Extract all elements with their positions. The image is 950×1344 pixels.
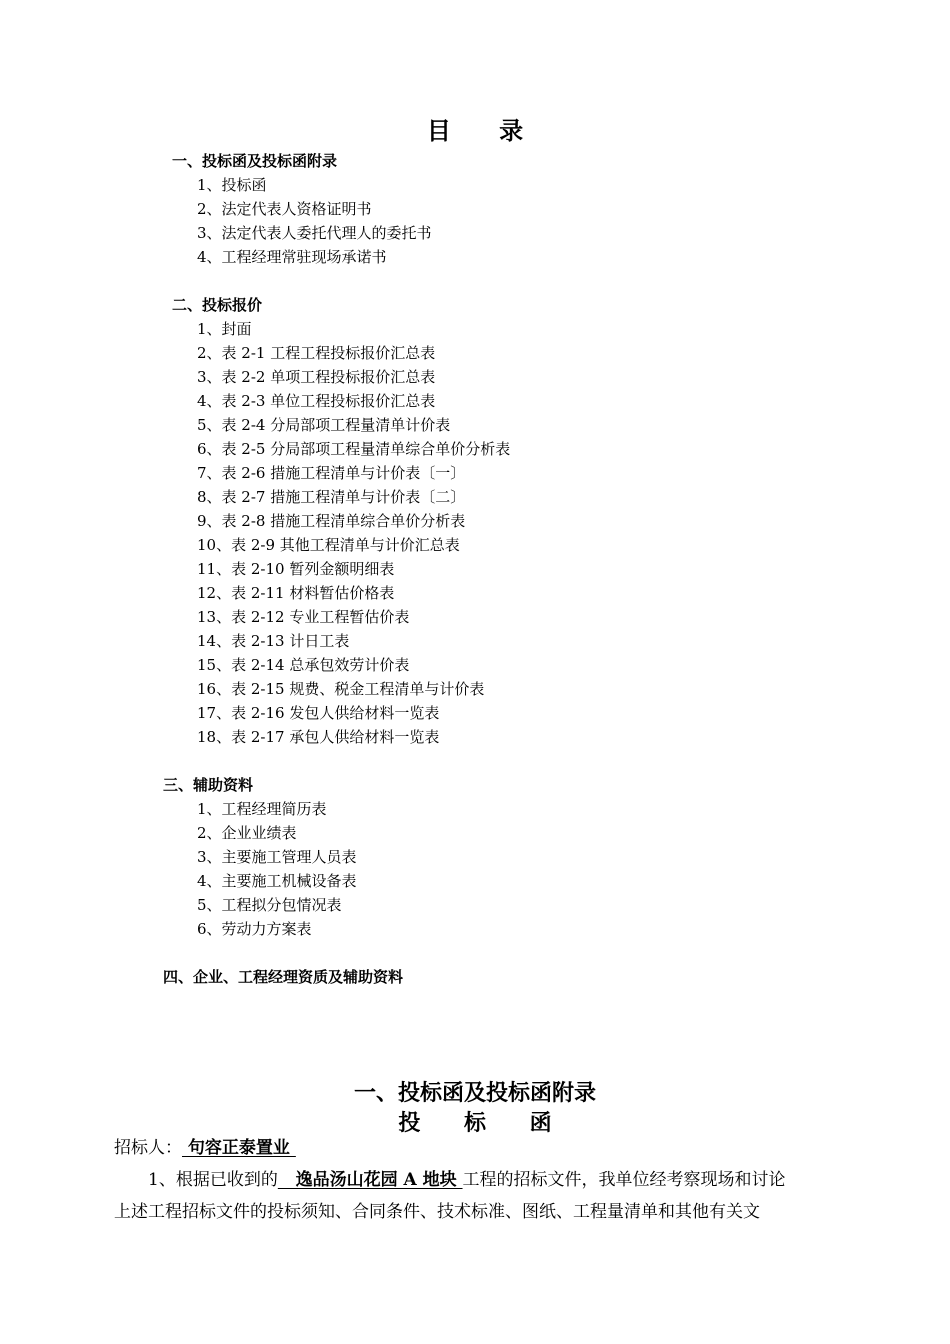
toc-item: 2、法定代表人资格证明书 <box>197 200 372 218</box>
paragraph-1-suffix: 工程的招标文件，我单位经考察现场和讨论 <box>462 1170 786 1190</box>
toc-item: 2、企业业绩表 <box>197 824 297 842</box>
toc-item: 15、表 2-14 总承包效劳计价表 <box>197 656 410 674</box>
toc-title: 目 录 <box>426 116 544 145</box>
toc-item: 5、表 2-4 分局部项工程量清单计价表 <box>197 416 451 434</box>
toc-item: 3、法定代表人委托代理人的委托书 <box>197 224 432 242</box>
toc-item: 8、表 2-7 措施工程清单与计价表〔二〕 <box>197 488 466 506</box>
paragraph-2: 上述工程招标文件的投标须知、合同条件、技术标准、图纸、工程量清单和其他有关文 <box>114 1202 760 1222</box>
toc-item: 6、表 2-5 分局部项工程量清单综合单价分析表 <box>197 440 511 458</box>
toc-item: 9、表 2-8 措施工程清单综合单价分析表 <box>197 512 466 530</box>
toc-item: 17、表 2-16 发包人供给材料一览表 <box>197 704 440 722</box>
toc-item: 10、表 2-9 其他工程清单与计价汇总表 <box>197 536 460 554</box>
toc-item: 1、封面 <box>197 320 252 338</box>
toc-item: 2、表 2-1 工程工程投标报价汇总表 <box>197 344 436 362</box>
project-name: 逸品汤山花园 A 地块 <box>277 1170 463 1190</box>
toc-item: 3、主要施工管理人员表 <box>197 848 357 866</box>
toc-item: 12、表 2-11 材料暂估价格表 <box>197 584 395 602</box>
letter-title: 投 标 函 <box>398 1110 570 1136</box>
toc-item: 6、劳动力方案表 <box>197 920 312 938</box>
toc-item: 4、工程经理常驻现场承诺书 <box>197 248 387 266</box>
toc-item: 4、主要施工机械设备表 <box>197 872 357 890</box>
paragraph-1-prefix: 1、根据已收到的 <box>148 1170 278 1190</box>
toc-item: 16、表 2-15 规费、税金工程清单与计价表 <box>197 680 485 698</box>
toc-item: 1、投标函 <box>197 176 267 194</box>
toc-section-heading: 一、投标函及投标函附录 <box>172 152 338 170</box>
toc-section-heading: 三、辅助资料 <box>163 776 254 794</box>
toc-item: 11、表 2-10 暂列金额明细表 <box>197 560 395 578</box>
section-title: 一、投标函及投标函附录 <box>353 1080 596 1106</box>
toc-item: 3、表 2-2 单项工程投标报价汇总表 <box>197 368 436 386</box>
toc-item: 14、表 2-13 计日工表 <box>197 632 350 650</box>
toc-item: 7、表 2-6 措施工程清单与计价表〔一〕 <box>197 464 466 482</box>
toc-item: 4、表 2-3 单位工程投标报价汇总表 <box>197 392 436 410</box>
tenderer-line <box>114 1134 296 1162</box>
tenderer-label: 招标人： <box>114 1138 182 1158</box>
toc-section-heading: 二、投标报价 <box>172 296 263 314</box>
toc-section-heading: 四、企业、工程经理资质及辅助资料 <box>163 968 404 986</box>
paragraph-1 <box>148 1166 786 1194</box>
tenderer-name: 句容正泰置业 <box>182 1138 296 1158</box>
toc-item: 13、表 2-12 专业工程暂估价表 <box>197 608 410 626</box>
toc-item: 5、工程拟分包情况表 <box>197 896 342 914</box>
toc-item: 18、表 2-17 承包人供给材料一览表 <box>197 728 440 746</box>
toc-item: 1、工程经理简历表 <box>197 800 327 818</box>
